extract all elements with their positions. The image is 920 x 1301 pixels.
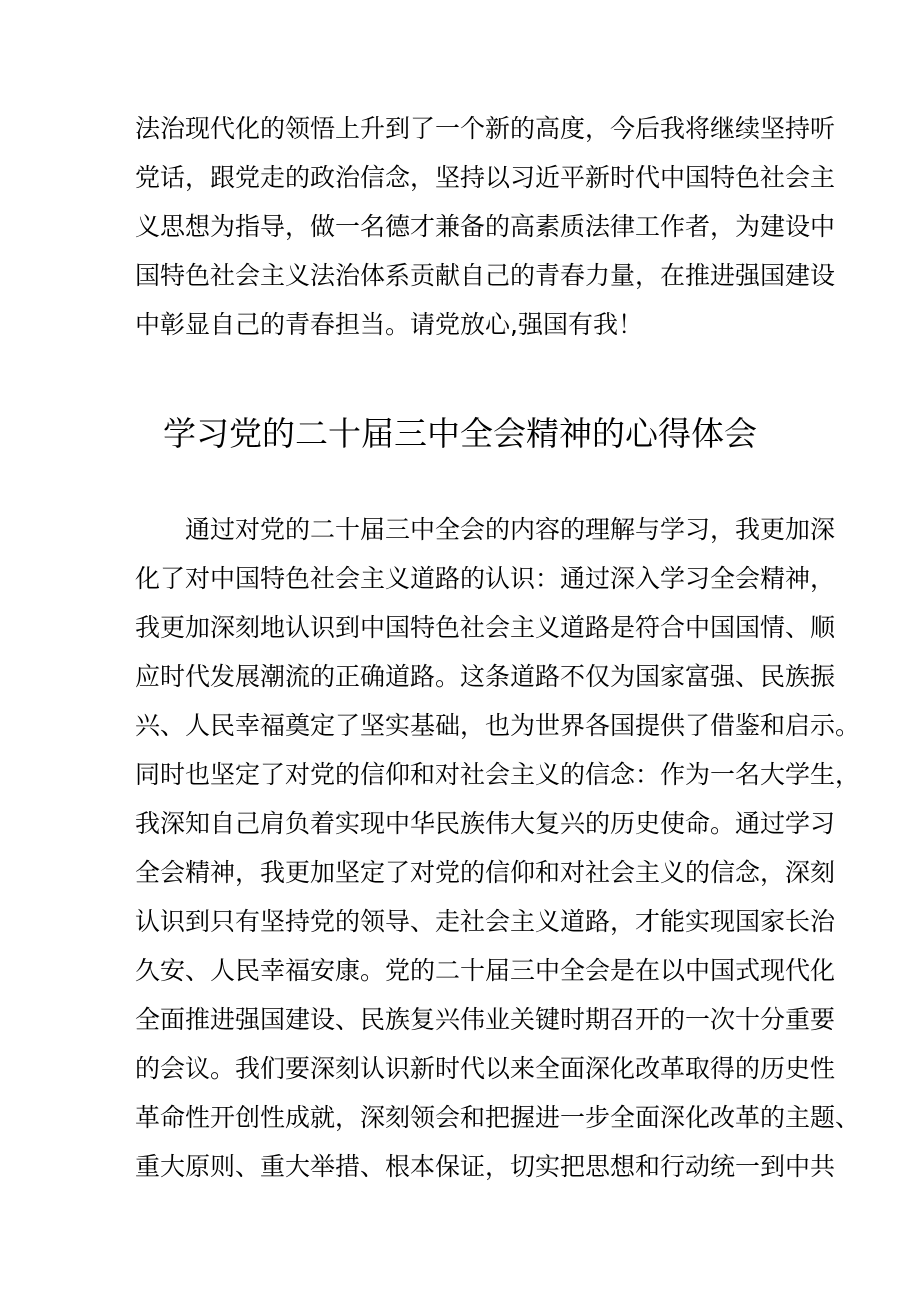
text-line: 认识到只有坚持党的领导、走社会主义道路，才能实现国家长治: [135, 907, 836, 936]
text-line: 久安、人民幸福安康。党的二十届三中全会是在以中国式现代化: [135, 956, 836, 985]
text-line: 我更加深刻地认识到中国特色社会主义道路是符合中国国情、顺: [135, 613, 836, 642]
text-line: 同时也坚定了对党的信仰和对社会主义的信念：作为一名大学生，: [135, 760, 861, 789]
text-line: 化了对中国特色社会主义道路的认识：通过深入学习全会精神，: [135, 564, 836, 593]
text-line: 中彰显自己的青春担当。请党放心,强国有我！: [135, 310, 643, 339]
text-line: 的会议。我们要深刻认识新时代以来全面深化改革取得的历史性: [135, 1054, 836, 1083]
text-line: 兴、人民幸福奠定了坚实基础，也为世界各国提供了借鉴和启示。: [135, 711, 861, 740]
text-line: 应时代发展潮流的正确道路。这条道路不仅为国家富强、民族振: [135, 662, 836, 691]
text-line: 法治现代化的领悟上升到了一个新的高度，今后我将继续坚持听: [135, 114, 836, 143]
text-line: 义思想为指导，做一名德才兼备的高素质法律工作者，为建设中: [135, 212, 836, 241]
text-line: 党话，跟党走的政治信念，坚持以习近平新时代中国特色社会主: [135, 163, 836, 192]
text-line: 革命性开创性成就，深刻领会和把握进一步全面深化改革的主题、: [135, 1103, 861, 1132]
text-line: 我深知自己肩负着实现中华民族伟大复兴的历史使命。通过学习: [135, 809, 836, 838]
document-title: 学习党的二十届三中全会精神的心得体会: [163, 414, 757, 453]
text-line: 重大原则、重大举措、根本保证，切实把思想和行动统一到中共: [135, 1152, 836, 1181]
text-line: 全会精神，我更加坚定了对党的信仰和对社会主义的信念，深刻: [135, 858, 836, 887]
body-paragraph: [135, 505, 861, 1191]
text-line: 国特色社会主义法治体系贡献自己的青春力量，在推进强国建设: [135, 261, 836, 290]
text-line: 全面推进强国建设、民族复兴伟业关键时期召开的一次十分重要: [135, 1005, 836, 1034]
continuation-paragraph: [135, 104, 836, 349]
text-line: 通过对党的二十届三中全会的内容的理解与学习，我更加深: [135, 515, 836, 544]
